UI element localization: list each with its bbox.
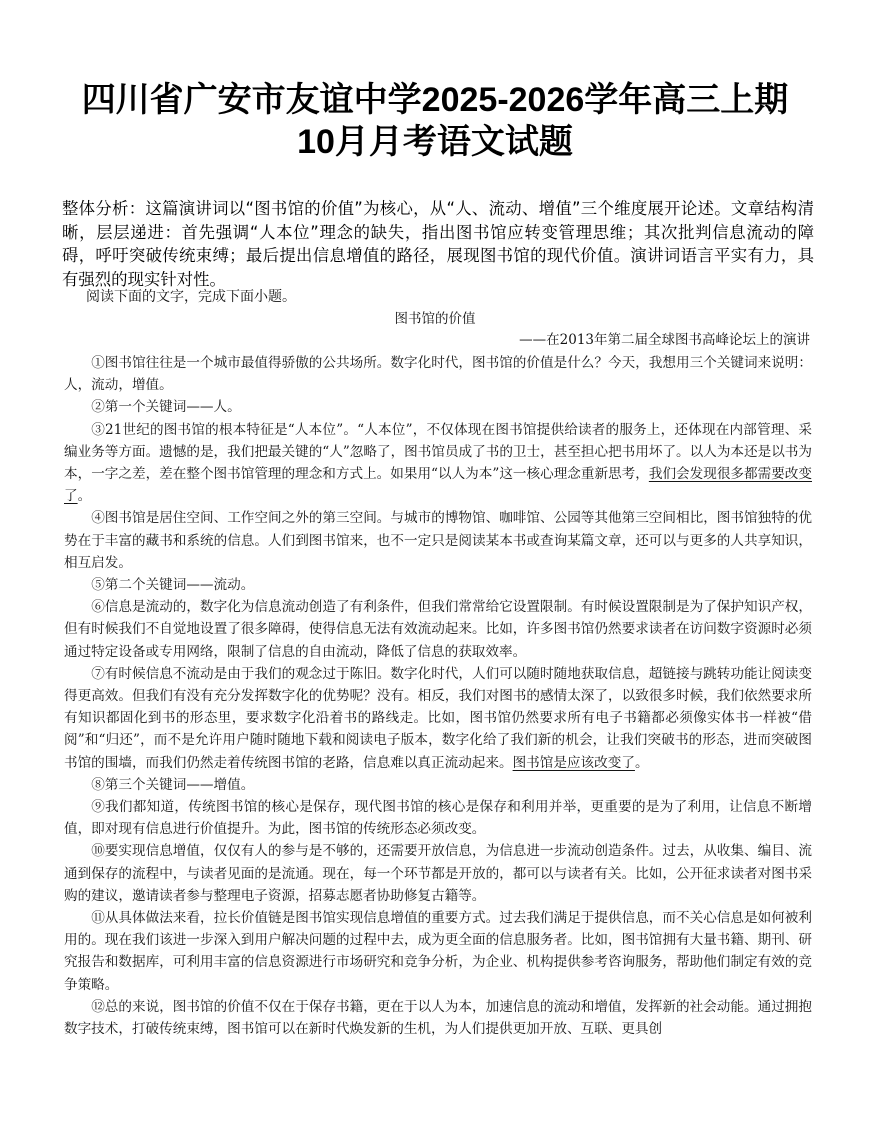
paragraph-3-end: 。 — [77, 488, 92, 505]
article-byline: ——在2013年第二届全球图书高峰论坛上的演讲 — [519, 332, 810, 348]
exam-title-line-1: 四川省广安市友谊中学2025-2026学年高三上期 — [81, 81, 789, 119]
paragraph-9: ⑨我们都知道，传统图书馆的核心是保存，现代图书馆的核心是保存和利用并举，更重要的是为了利用，让信息不断增值，即对现有信息进行价值提升。为此，图书馆的传统形态必须改变。 — [64, 799, 812, 838]
paragraph-6: ⑥信息是流动的，数字化为信息流动创造了有利条件，但我们常常给它设置限制。有时候设置限制是为了保护知识产权，但有时候我们不自觉地设置了很多障碍，使得信息无法有效流动起来。比如，许多图书馆仍然要求读者在访问数字资源时必须通过特定设备或专用网络，限制了信息的自由流动，降低了信息的获取效率。 — [64, 599, 812, 660]
paragraph-1: ①图书馆往往是一个城市最值得骄傲的公共场所。数字化时代，图书馆的价值是什么？今天，我想用三个关键词来说明：人，流动，增值。 — [64, 355, 812, 394]
article-title: 图书馆的价值 — [394, 311, 476, 327]
overall-analysis: 整体分析：这篇演讲词以“图书馆的价值”为核心，从“人、流动、增值”三个维度展开论述。文章结构清晰，层层递进：首先强调“人本位”理念的缺失，指出图书馆应转变管理思维；其次批判信息流动的障碍，呼吁突破传统束缚；最后提出信息增值的路径，展现图书馆的现代价值。演讲词语言平实有力，具有强烈的现实针对性。 — [62, 199, 814, 289]
paragraph-2: ②第一个关键词——人。 — [91, 399, 241, 416]
exam-title-line-2: 10月月考语文试题 — [297, 123, 573, 161]
paragraph-11: ⑪从具体做法来看，拉长价值链是图书馆实现信息增值的重要方式。过去我们满足于提供信息，而不关心信息是如何被利用的。现在我们该进一步深入到用户解决问题的过程中去，成为更全面的信息服务者。比如，图书馆拥有大量书籍、期刊、研究报告和数据库，可利用丰富的信息资源进行市场研究和竞争分析，为企业、机构提供参考咨询服务，帮助他们制定有效的竞争策略。 — [64, 910, 812, 993]
paragraph-3 — [64, 419, 812, 508]
paragraph-4: ④图书馆是居住空间、工作空间之外的第三空间。与城市的博物馆、咖啡馆、公园等其他第三空间相比，图书馆独特的优势在于丰富的藏书和系统的信息。人们到图书馆来，也不一定只是阅读某本书或查询某篇文章，还可以与更多的人共享知识，相互启发。 — [64, 510, 812, 571]
paragraph-7-end: 。 — [634, 754, 649, 771]
paragraph-7 — [64, 663, 812, 774]
underlined-sentence-1: 我们会发现很多都需要改变了 — [64, 466, 812, 505]
underlined-sentence-2: 图书馆是应该改变了 — [512, 754, 635, 771]
reading-instruction: 阅读下面的文字，完成下面小题。 — [86, 289, 296, 305]
paragraph-8: ⑧第三个关键词——增值。 — [91, 776, 255, 793]
paragraph-7-text: ⑦有时候信息不流动是由于我们的观念过于陈旧。数字化时代，人们可以随时随地获取信息，超链接与跳转功能让阅读变得更高效。但我们有没有充分发挥数字化的优势呢？没有。相反，我们对图书的感情太深了，以致很多时候，我们依然要求所有知识都固化到书的形态里，要求数字化沿着书的路线走。比如，图书馆仍然要求所有电子书籍都必须像实体书一样被“借阅”和“归还”，而不是允许用户随时随地下载和阅读电子版本，数字化给了我们新的机会，让我们突破书的形态，进而突破图书馆的围墙，而我们仍然走着传统图书馆的老路，信息难以真正流动起来。 — [64, 665, 812, 771]
paragraph-5: ⑤第二个关键词——流动。 — [91, 577, 255, 594]
paragraph-10: ⑩要实现信息增值，仅仅有人的参与是不够的，还需要开放信息，为信息进一步流动创造条件。过去，从收集、编目、流通到保存的流程中，与读者见面的是流通。现在，每一个环节都是开放的，都可以与读者有关。比如，公开征求读者对图书采购的建议，邀请读者参与整理电子资源，招募志愿者协助修复古籍等。 — [64, 843, 812, 904]
article-body — [64, 352, 812, 1040]
paragraph-3-text: ③21世纪的图书馆的根本特征是“人本位”。“人本位”，不仅体现在图书馆提供给读者的服务上，还体现在内部管理、采编业务等方面。遗憾的是，我们把最关键的“人”忽略了，图书馆员成了书的卫士，甚至担心把书用坏了。以人为本还是以书为本，一字之差，差在整个图书馆管理的理念和方式上。如果用“以人为本”这一核心理念重新思考， — [64, 421, 812, 483]
paragraph-12: ⑫总的来说，图书馆的价值不仅在于保存书籍，更在于以人为本，加速信息的流动和增值，发挥新的社会动能。通过拥抱数字技术，打破传统束缚，图书馆可以在新时代焕发新的生机，为人们提供更加开放、互联、更具创 — [64, 998, 812, 1038]
